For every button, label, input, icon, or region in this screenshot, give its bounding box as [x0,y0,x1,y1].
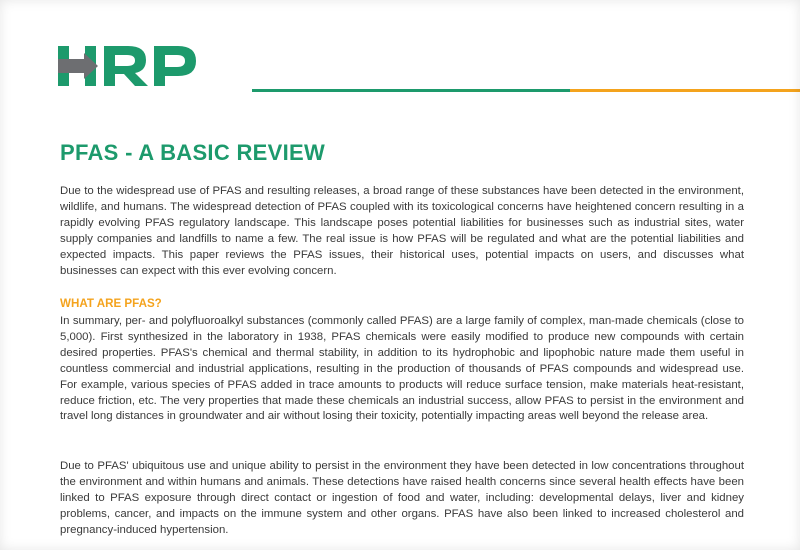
section-paragraph: Due to PFAS' ubiquitous use and unique ability to persist in the environment they have been detected in low concentrations throughout the environment and within humans and animals. These detections have raised health concerns since several health effects have been linked to PFAS exposure through direct contact or ingestion of food and water, including: developmental delays, liver and kidney problems, cancer, and impacts on the immune system and other organs. PFAS have also been linked to increased cholesterol and pregnancy-induced hypertension. [60,460,744,536]
section-heading: WHAT ARE PFAS? [60,297,162,310]
hrp-logo [58,42,208,90]
section-paragraph: In summary, per- and polyfluoroalkyl substances (commonly called PFAS) are a large family of complex, man-made chemicals (close to 5,000). First synthesized in the laboratory in 1938, PFAS chemicals were easily modified to produce new compounds with certain desired properties. PFAS's chemical and thermal stability, in addition to its hydrophobic and lipophobic nature made them useful in countless commercial and industrial applications, resulting in the production of thousands of PFAS compounds and widespread use. For example, various species of PFAS added in trace amounts to products will reduce surface tension, make materials heat-resistant, reduce friction, etc. The very properties that made these chemicals an industrial success, allow PFAS to persist in the environment and travel long distances in groundwater and air without losing their toxicity, potentially impacting areas well beyond the release area. [60,315,744,423]
document-title: PFAS - A BASIC REVIEW [60,140,326,165]
intro-paragraph: Due to the widespread use of PFAS and resulting releases, a broad range of these substances have been detected in the environment, wildlife, and humans. The widespread detection of PFAS coupled with its toxicological concerns have heightened concern resulting in a rapidly evolving PFAS regulatory landscape. This landscape poses potential liabilities for businesses such as industrial sites, water supply companies and landfills to name a few. The real issue is how PFAS will be regulated and what are the potential liabilities and expected impacts. This paper reviews the PFAS issues, their historical uses, potential impacts on users, and discusses what businesses can expect with this ever evolving concern. [60,185,744,277]
header-divider [252,89,800,92]
